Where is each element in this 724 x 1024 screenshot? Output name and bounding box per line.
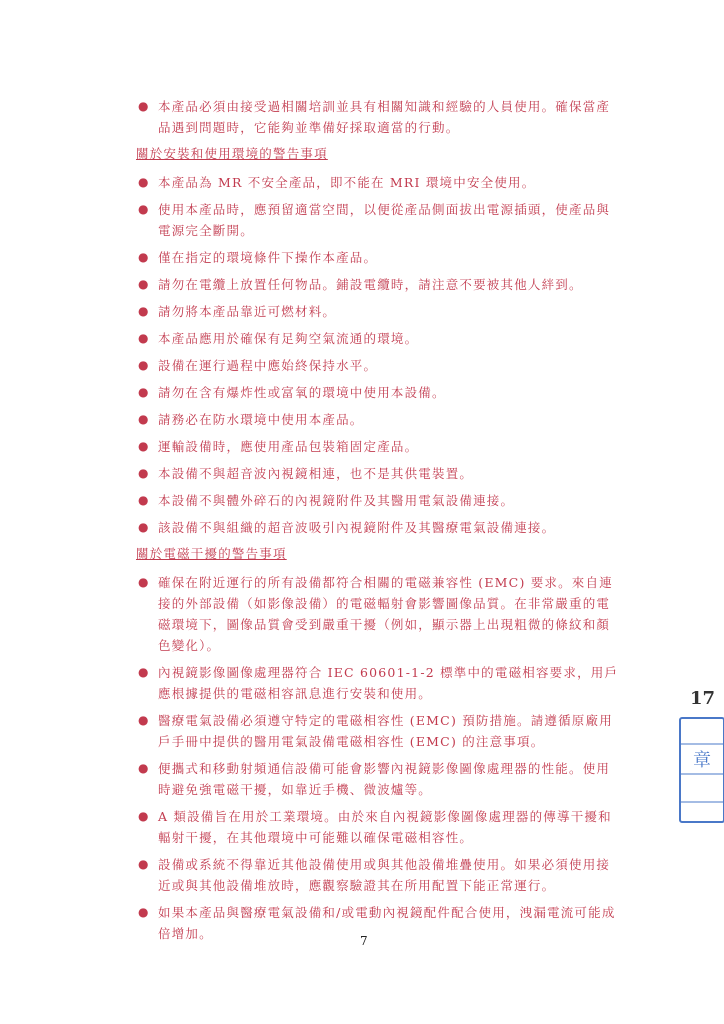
bullet-icon: ●	[138, 439, 150, 453]
list-item-text: 使用本產品時，應預留適當空間，以便從產品側面拔出電源插頭，使產品與電源完全斷開。	[158, 202, 611, 238]
list-item-text: 請勿將本產品靠近可燃材料。	[158, 304, 337, 319]
list-item-text: 僅在指定的環境條件下操作本產品。	[158, 250, 378, 265]
bullet-icon: ●	[138, 331, 150, 345]
list-item	[130, 662, 620, 704]
list-item	[130, 199, 620, 241]
list-item	[130, 758, 620, 800]
list-item-text: 醫療電氣設備必須遵守特定的電磁相容性 (EMC) 預防措施。請遵循原廠用戶手冊中提供的醫用電氣設備電磁相容性 (EMC) 的注意事項。	[158, 713, 613, 749]
list-item-text: 便攜式和移動射頻通信設備可能會影響內視鏡影像圖像處理器的性能。使用時避免強電磁干擾，如靠近手機、微波爐等。	[158, 761, 611, 797]
bullet-icon: ●	[138, 277, 150, 291]
emi-warning-list	[130, 572, 620, 944]
list-item	[130, 247, 620, 268]
bullet-icon: ●	[138, 466, 150, 480]
stamp-text: 章	[693, 750, 711, 771]
list-item-text: 本設備不與體外碎石的內視鏡附件及其醫用電氣設備連接。	[158, 493, 515, 508]
section-heading-installation: 關於安裝和使用環境的警告事項	[136, 146, 328, 161]
page-content	[130, 96, 620, 950]
bullet-icon: ●	[138, 202, 150, 216]
list-item-text: 本產品應用於確保有足夠空氣流通的環境。	[158, 331, 419, 346]
list-item	[130, 710, 620, 752]
bullet-icon: ●	[138, 304, 150, 318]
list-item	[130, 409, 620, 430]
list-item-text: 請勿在含有爆炸性或富氧的環境中使用本設備。	[158, 385, 446, 400]
list-item-text: 本產品必須由接受過相關培訓並具有相關知識和經驗的人員使用。確保當產品遇到問題時，它能夠並準備好採取適當的行動。	[158, 99, 611, 135]
seal-stamp	[672, 714, 724, 826]
installation-warning-list	[130, 172, 620, 538]
list-item-text: 設備在運行過程中應始終保持水平。	[158, 358, 378, 373]
list-item-text: 設備或系統不得靠近其他設備使用或與其他設備堆疊使用。如果必須使用接近或與其他設備堆放時，應觀察驗證其在所用配置下能正常運行。	[158, 857, 611, 893]
bullet-icon: ●	[138, 250, 150, 264]
bullet-icon: ●	[138, 809, 150, 823]
list-item	[130, 517, 620, 538]
list-item	[130, 301, 620, 322]
bullet-icon: ●	[138, 175, 150, 189]
list-item-text: 確保在附近運行的所有設備都符合相關的電磁兼容性 (EMC) 要求。來自連接的外部設備（如影像設備）的電磁輻射會影響圖像品質。在非常嚴重的電磁環境下，圖像品質會受到嚴重干擾（例如，顯示器上出現粗微的條紋和顏色變化）。	[158, 575, 613, 653]
bullet-icon: ●	[138, 905, 150, 919]
list-item-text: 本產品為 MR 不安全產品，即不能在 MRI 環境中安全使用。	[158, 175, 536, 190]
bullet-icon: ●	[138, 358, 150, 372]
list-item-text: 如果本產品與醫療電氣設備和/或電動內視鏡配件配合使用，洩漏電流可能成倍增加。	[158, 905, 616, 941]
list-item	[130, 274, 620, 295]
bullet-icon: ●	[138, 99, 150, 113]
section-heading-emi: 關於電磁干擾的警告事項	[136, 546, 287, 561]
list-item	[130, 172, 620, 193]
list-item-text: 該設備不與組織的超音波吸引內視鏡附件及其醫療電氣設備連接。	[158, 520, 556, 535]
bullet-icon: ●	[138, 665, 150, 679]
list-item-text: 本設備不與超音波內視鏡相連，也不是其供電裝置。	[158, 466, 474, 481]
list-item	[130, 463, 620, 484]
list-item-text: 內視鏡影像圖像處理器符合 IEC 60601-1-2 標準中的電磁相容要求，用戶應根據提供的電磁相容訊息進行安裝和使用。	[158, 665, 619, 701]
list-item	[130, 328, 620, 349]
list-item	[130, 490, 620, 511]
intro-list	[130, 96, 620, 138]
list-item	[130, 96, 620, 138]
list-item-text: 請勿在電纜上放置任何物品。鋪設電纜時，請注意不要被其他人絆到。	[158, 277, 583, 292]
list-item	[130, 572, 620, 656]
bullet-icon: ●	[138, 520, 150, 534]
list-item	[130, 436, 620, 457]
list-item-text: 請務必在防水環境中使用本產品。	[158, 412, 364, 427]
page-number: 7	[360, 934, 368, 948]
bullet-icon: ●	[138, 575, 150, 589]
bullet-icon: ●	[138, 412, 150, 426]
bullet-icon: ●	[138, 713, 150, 727]
list-item-text: A 類設備旨在用於工業環境。由於來自內視鏡影像圖像處理器的傳導干擾和輻射干擾，在其他環境中可能難以確保電磁相容性。	[158, 809, 612, 845]
list-item	[130, 854, 620, 896]
bullet-icon: ●	[138, 761, 150, 775]
list-item-text: 運輸設備時，應使用產品包裝箱固定產品。	[158, 439, 419, 454]
list-item	[130, 806, 620, 848]
list-item	[130, 382, 620, 403]
list-item	[130, 355, 620, 376]
bullet-icon: ●	[138, 385, 150, 399]
list-item	[130, 902, 620, 944]
side-page-number: 17	[690, 688, 716, 709]
bullet-icon: ●	[138, 493, 150, 507]
bullet-icon: ●	[138, 857, 150, 871]
